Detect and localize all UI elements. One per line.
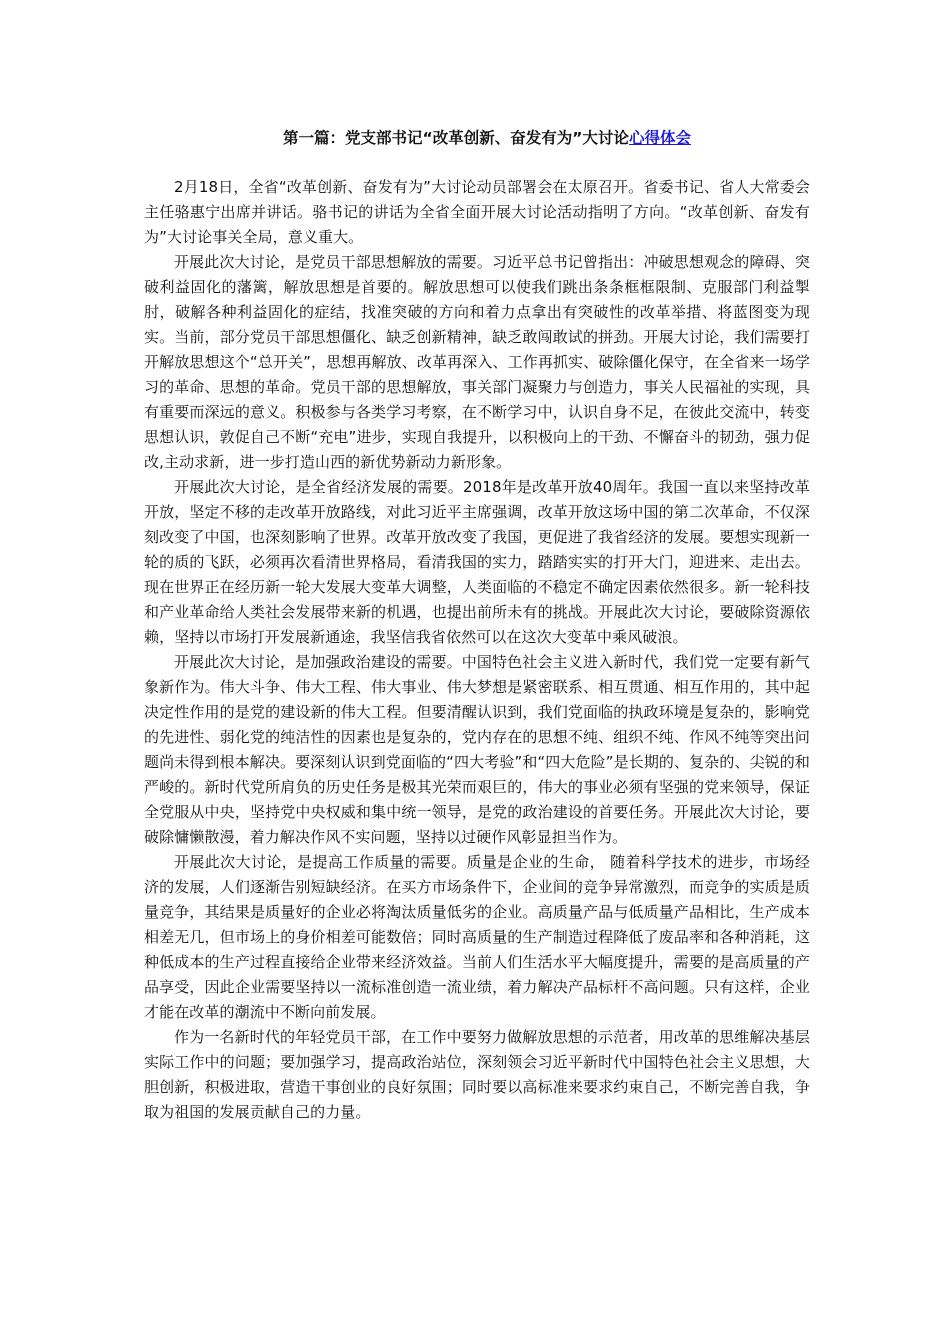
- title-text: 第一篇：党支部书记“改革创新、奋发有为”大讨论: [283, 129, 629, 147]
- paragraph-5: 开展此次大讨论，是提高工作质量的需要。质量是企业的生命， 随着科学技术的进步，市场经济的发展，人们逐渐告别短缺经济。在买方市场条件下，企业间的竞争异常激烈，而竞争的实质是质量竞争，其结果是质量好的企业必将淘汰质量低劣的企业。高质量产品与低质量产品相比，生产成本相差无几，但市场上的身价相差可能数倍；同时高质量的生产制造过程降低了废品率和各种消耗，这种低成本的生产过程直接给企业带来经济效益。当前人们生活水平大幅度提升，需要的是高质量的产品享受，因此企业需要坚持以一流标准创造一流业绩，着力解决产品标杆不高问题。只有这样，企业才能在改革的潮流中不断向前发展。: [144, 853, 810, 1021]
- paragraph-1: 2月18日，全省“改革创新、奋发有为”大讨论动员部署会在太原召开。省委书记、省人大常委会主任骆惠宁出席并讲话。骆书记的讲话为全省全面开展大讨论活动指明了方向。“改革创新、奋发有为”大讨论事关全局，意义重大。: [144, 178, 810, 246]
- paragraph-6: 作为一名新时代的年轻党员干部，在工作中要努力做解放思想的示范者，用改革的思维解决基层实际工作中的问题；要加强学习，提高政治站位，深刻领会习近平新时代中国特色社会主义思想，大胆创新，积极进取，营造干事创业的良好氛围；同时要以高标准来要求约束自己，不断完善自我，争取为祖国的发展贡献自己的力量。: [144, 1028, 810, 1121]
- paragraph-2: 开展此次大讨论，是党员干部思想解放的需要。习近平总书记曾指出：冲破思想观念的障碍、突破利益固化的藩篱，解放思想是首要的。解放思想可以使我们跳出条条框框限制、克服部门利益掣肘，破解各种利益固化的症结，找准突破的方向和着力点拿出有突破性的改革举措、将蓝图变为现实。当前，部分党员干部思想僵化、缺乏创新精神，缺乏敢闯敢试的拼劲。开展大讨论，我们需要打开解放思想这个“总开关”，思想再解放、改革再深入、工作再抓实、破除僵化保守，在全省来一场学习的革命、思想的革命。党员干部的思想解放，事关部门凝聚力与创造力，事关人民福祉的实现，具有重要而深远的意义。积极参与各类学习考察，在不断学习中，认识自身不足，在彼此交流中，转变思想认识，敦促自己不断“充电”进步，实现自我提升，以积极向上的干劲、不懈奋斗的韧劲，强力促改,主动求新，进一步打造山西的新优势新动力新形象。: [144, 253, 810, 471]
- document-body: [144, 175, 810, 1125]
- paragraph-3: 开展此次大讨论，是全省经济发展的需要。2018年是改革开放40周年。我国一直以来坚持改革开放，坚定不移的走改革开放路线，对此习近平主席强调，改革开放这场中国的第二次革命，不仅深刻改变了中国，也深刻影响了世界。改革开放改变了我国，更促进了我省经济的发展。要想实现新一轮的质的飞跃，必须再次看清世界格局，看清我国的实力，踏踏实实的打开大门，迎进来、走出去。现在世界正在经历新一轮大发展大变革大调整，人类面临的不稳定不确定因素依然很多。新一轮科技和产业革命给人类社会发展带来新的机遇，也提出前所未有的挑战。开展此次大讨论，要破除资源依赖，坚持以市场打开发展新通途，我坚信我省依然可以在这次大变革中乘风破浪。: [144, 478, 810, 646]
- document-title: [144, 126, 830, 150]
- title-link[interactable]: 心得体会: [628, 129, 691, 147]
- paragraph-4: 开展此次大讨论，是加强政治建设的需要。中国特色社会主义进入新时代，我们党一定要有新气象新作为。伟大斗争、伟大工程、伟大事业、伟大梦想是紧密联系、相互贯通、相互作用的，其中起决定性作用的是党的建设新的伟大工程。但要清醒认识到，我们党面临的执政环境是复杂的，影响党的先进性、弱化党的纯洁性的因素也是复杂的，党内存在的思想不纯、组织不纯、作风不纯等突出问题尚未得到根本解决。要深刻认识到党面临的“四大考验”和“四大危险”是长期的、复杂的、尖锐的和严峻的。新时代党所肩负的历史任务是极其光荣而艰巨的，伟大的事业必须有坚强的党来领导，保证全党服从中央，坚持党中央权威和集中统一领导，是党的政治建设的首要任务。开展此次大讨论，要破除慵懒散漫，着力解决作风不实问题，坚持以过硬作风彰显担当作为。: [144, 653, 810, 846]
